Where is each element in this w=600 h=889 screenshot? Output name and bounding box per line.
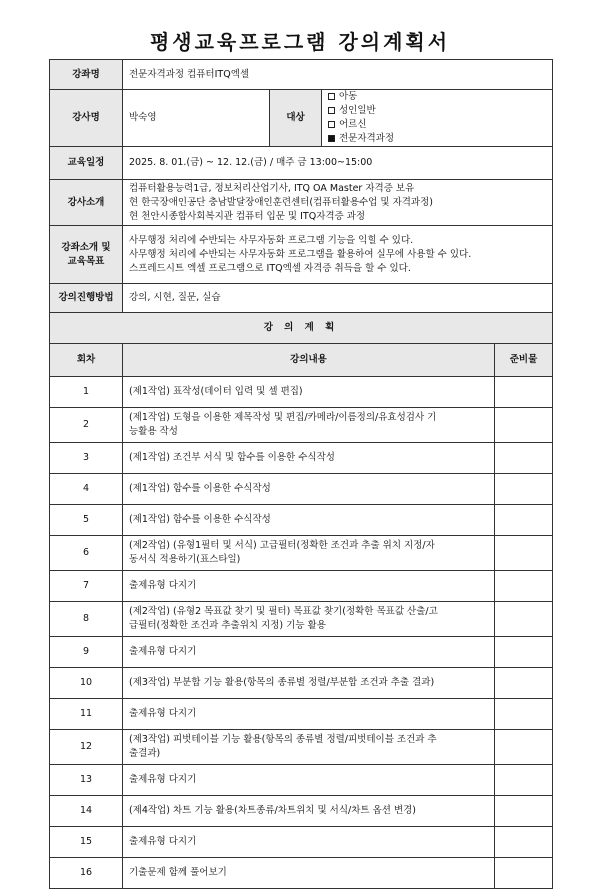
session-material (495, 536, 553, 571)
session-material (495, 474, 553, 505)
schedule-label: 교육일정 (50, 147, 123, 180)
session-content-line: 출제유형 다지기 (129, 836, 197, 847)
session-content-line: (제3작업) 피벗테이블 기능 활용(항목의 종류별 정렬/피벗테이블 조건과 추 (129, 734, 437, 745)
instructor-intro-row (50, 180, 553, 226)
plan-row (50, 602, 553, 637)
plan-row (50, 571, 553, 602)
session-content (123, 474, 495, 505)
session-number: 2 (50, 408, 123, 443)
target-option-label: 성인일반 (339, 105, 376, 116)
plan-row (50, 730, 553, 765)
lecture-plan-table (49, 59, 553, 889)
plan-row (50, 796, 553, 827)
target-option[interactable] (328, 90, 446, 104)
session-content (123, 571, 495, 602)
plan-row (50, 443, 553, 474)
plan-header-row (50, 344, 553, 377)
session-content-line: (제3작업) 부분합 기능 활용(항목의 종류별 정렬/부분합 조건과 추출 결과) (129, 677, 435, 688)
plan-row (50, 505, 553, 536)
intro-line: 현 천안시종합사회복지관 컴퓨터 입문 및 ITQ자격증 과정 (129, 210, 366, 222)
session-material (495, 796, 553, 827)
session-number: 5 (50, 505, 123, 536)
session-number: 1 (50, 377, 123, 408)
session-material (495, 602, 553, 637)
session-material (495, 668, 553, 699)
target-option[interactable] (328, 132, 446, 146)
schedule-row (50, 147, 553, 180)
col-session-header: 회차 (50, 344, 123, 377)
goals-row (50, 226, 553, 284)
session-content (123, 668, 495, 699)
session-content-line: (제1작업) 함수를 이용한 수식작성 (129, 514, 271, 525)
session-material (495, 637, 553, 668)
intro-line: 컴퓨터활용능력1급, 정보처리산업기사, ITQ OA Master 자격증 보유 (129, 182, 415, 194)
session-number: 11 (50, 699, 123, 730)
session-number: 10 (50, 668, 123, 699)
goal-line: 스프레드시트 엑셀 프로그램으로 ITQ엑셀 자격증 취득을 할 수 있다. (129, 262, 411, 274)
goal-line: 사무행정 처리에 수반되는 사무자동화 프로그램을 활용하여 실무에 사용할 수 있다. (129, 248, 472, 260)
plan-heading: 강 의 계 획 (50, 313, 553, 344)
target-label: 대상 (270, 90, 322, 147)
session-content (123, 765, 495, 796)
session-content (123, 505, 495, 536)
session-content (123, 637, 495, 668)
session-content (123, 602, 495, 637)
plan-row (50, 474, 553, 505)
course-name-row (50, 60, 553, 90)
intro-text (123, 180, 553, 226)
session-material (495, 408, 553, 443)
session-material (495, 765, 553, 796)
intro-label: 강사소개 (50, 180, 123, 226)
session-content (123, 827, 495, 858)
session-content (123, 730, 495, 765)
session-content-line: (제4작업) 차트 기능 활용(차트종류/차트위치 및 서식/차트 옵션 변경) (129, 805, 417, 816)
method-label: 강의진행방법 (50, 284, 123, 313)
session-content-line: (제1작업) 조건부 서식 및 함수를 이용한 수식작성 (129, 452, 335, 463)
session-content-line: (제1작업) 표작성(데이터 입력 및 셀 편집) (129, 386, 303, 397)
session-material (495, 377, 553, 408)
instructor-label: 강사명 (50, 90, 123, 147)
plan-row (50, 668, 553, 699)
checkbox-icon[interactable] (328, 107, 335, 114)
session-content (123, 443, 495, 474)
session-content-line: 능활용 작성 (129, 426, 178, 437)
plan-row (50, 858, 553, 889)
checkbox-icon[interactable] (328, 121, 335, 128)
target-option[interactable] (328, 118, 446, 132)
session-content-line: 출제유형 다지기 (129, 580, 197, 591)
session-number: 12 (50, 730, 123, 765)
plan-heading-row (50, 313, 553, 344)
session-material (495, 505, 553, 536)
session-content (123, 699, 495, 730)
plan-row (50, 765, 553, 796)
session-content-line: (제2작업) (유형2 목표값 찾기 및 필터) 목표값 찾기(정확한 목표값 산출/고 (129, 606, 438, 617)
session-content (123, 796, 495, 827)
intro-line: 현 한국장애인공단 충남발달장애인훈련센터(컴퓨터활용수업 및 자격과정) (129, 196, 433, 208)
instructor-row (50, 90, 553, 147)
session-content (123, 377, 495, 408)
goals-label: 강좌소개 및 교육목표 (50, 226, 123, 284)
session-content-line: 급필터(정확한 조건과 추출위치 지정) 기능 활용 (129, 620, 326, 631)
session-number: 7 (50, 571, 123, 602)
session-number: 9 (50, 637, 123, 668)
schedule-value: 2025. 8. 01.(금) ~ 12. 12.(금) / 매주 금 13:00~15:00 (123, 147, 553, 180)
session-material (495, 443, 553, 474)
target-option-label: 아동 (339, 91, 358, 102)
plan-row (50, 827, 553, 858)
session-material (495, 699, 553, 730)
target-option-label: 전문자격과정 (339, 133, 395, 144)
session-content (123, 858, 495, 889)
session-content-line: (제1작업) 도형을 이용한 제목작성 및 편집/카메라/이름정의/유효성검사 기 (129, 412, 437, 423)
target-options (322, 90, 553, 147)
session-number: 16 (50, 858, 123, 889)
session-content-line: 출제유형 다지기 (129, 774, 197, 785)
plan-row (50, 637, 553, 668)
session-content-line: 동서식 적용하기(표스타일) (129, 554, 241, 565)
course-name-label: 강좌명 (50, 60, 123, 90)
session-content-line: (제2작업) (유형1필터 및 서식) 고급필터(정확한 조건과 추출 위치 지정/자 (129, 540, 435, 551)
plan-row (50, 408, 553, 443)
session-material (495, 858, 553, 889)
checkbox-icon[interactable] (328, 93, 335, 100)
goal-line: 사무행정 처리에 수반되는 사무자동화 프로그램 기능을 익힐 수 있다. (129, 234, 414, 246)
session-number: 8 (50, 602, 123, 637)
session-number: 4 (50, 474, 123, 505)
session-number: 3 (50, 443, 123, 474)
plan-row (50, 699, 553, 730)
col-material-header: 준비물 (495, 344, 553, 377)
session-number: 14 (50, 796, 123, 827)
session-material (495, 827, 553, 858)
target-option-label: 어르신 (339, 119, 367, 130)
target-option[interactable] (328, 104, 446, 118)
session-number: 15 (50, 827, 123, 858)
goals-text (123, 226, 553, 284)
session-content (123, 408, 495, 443)
plan-row (50, 377, 553, 408)
session-material (495, 571, 553, 602)
session-number: 6 (50, 536, 123, 571)
plan-row (50, 536, 553, 571)
method-value: 강의, 시현, 질문, 실습 (123, 284, 553, 313)
session-number: 13 (50, 765, 123, 796)
document-title: 평생교육프로그램 강의계획서 (149, 30, 451, 54)
session-material (495, 730, 553, 765)
course-name-value: 전문자격과정 컴퓨터ITQ엑셀 (123, 60, 553, 90)
session-content-line: 출결과) (129, 748, 161, 759)
session-content-line: 출제유형 다지기 (129, 708, 197, 719)
session-content-line: 기출문제 함께 풀어보기 (129, 867, 227, 878)
session-content (123, 536, 495, 571)
instructor-value: 박숙영 (123, 90, 270, 147)
method-row (50, 284, 553, 313)
checked-box-icon[interactable] (328, 135, 335, 142)
session-content-line: (제1작업) 함수를 이용한 수식작성 (129, 483, 271, 494)
session-content-line: 출제유형 다지기 (129, 646, 197, 657)
col-content-header: 강의내용 (123, 344, 495, 377)
